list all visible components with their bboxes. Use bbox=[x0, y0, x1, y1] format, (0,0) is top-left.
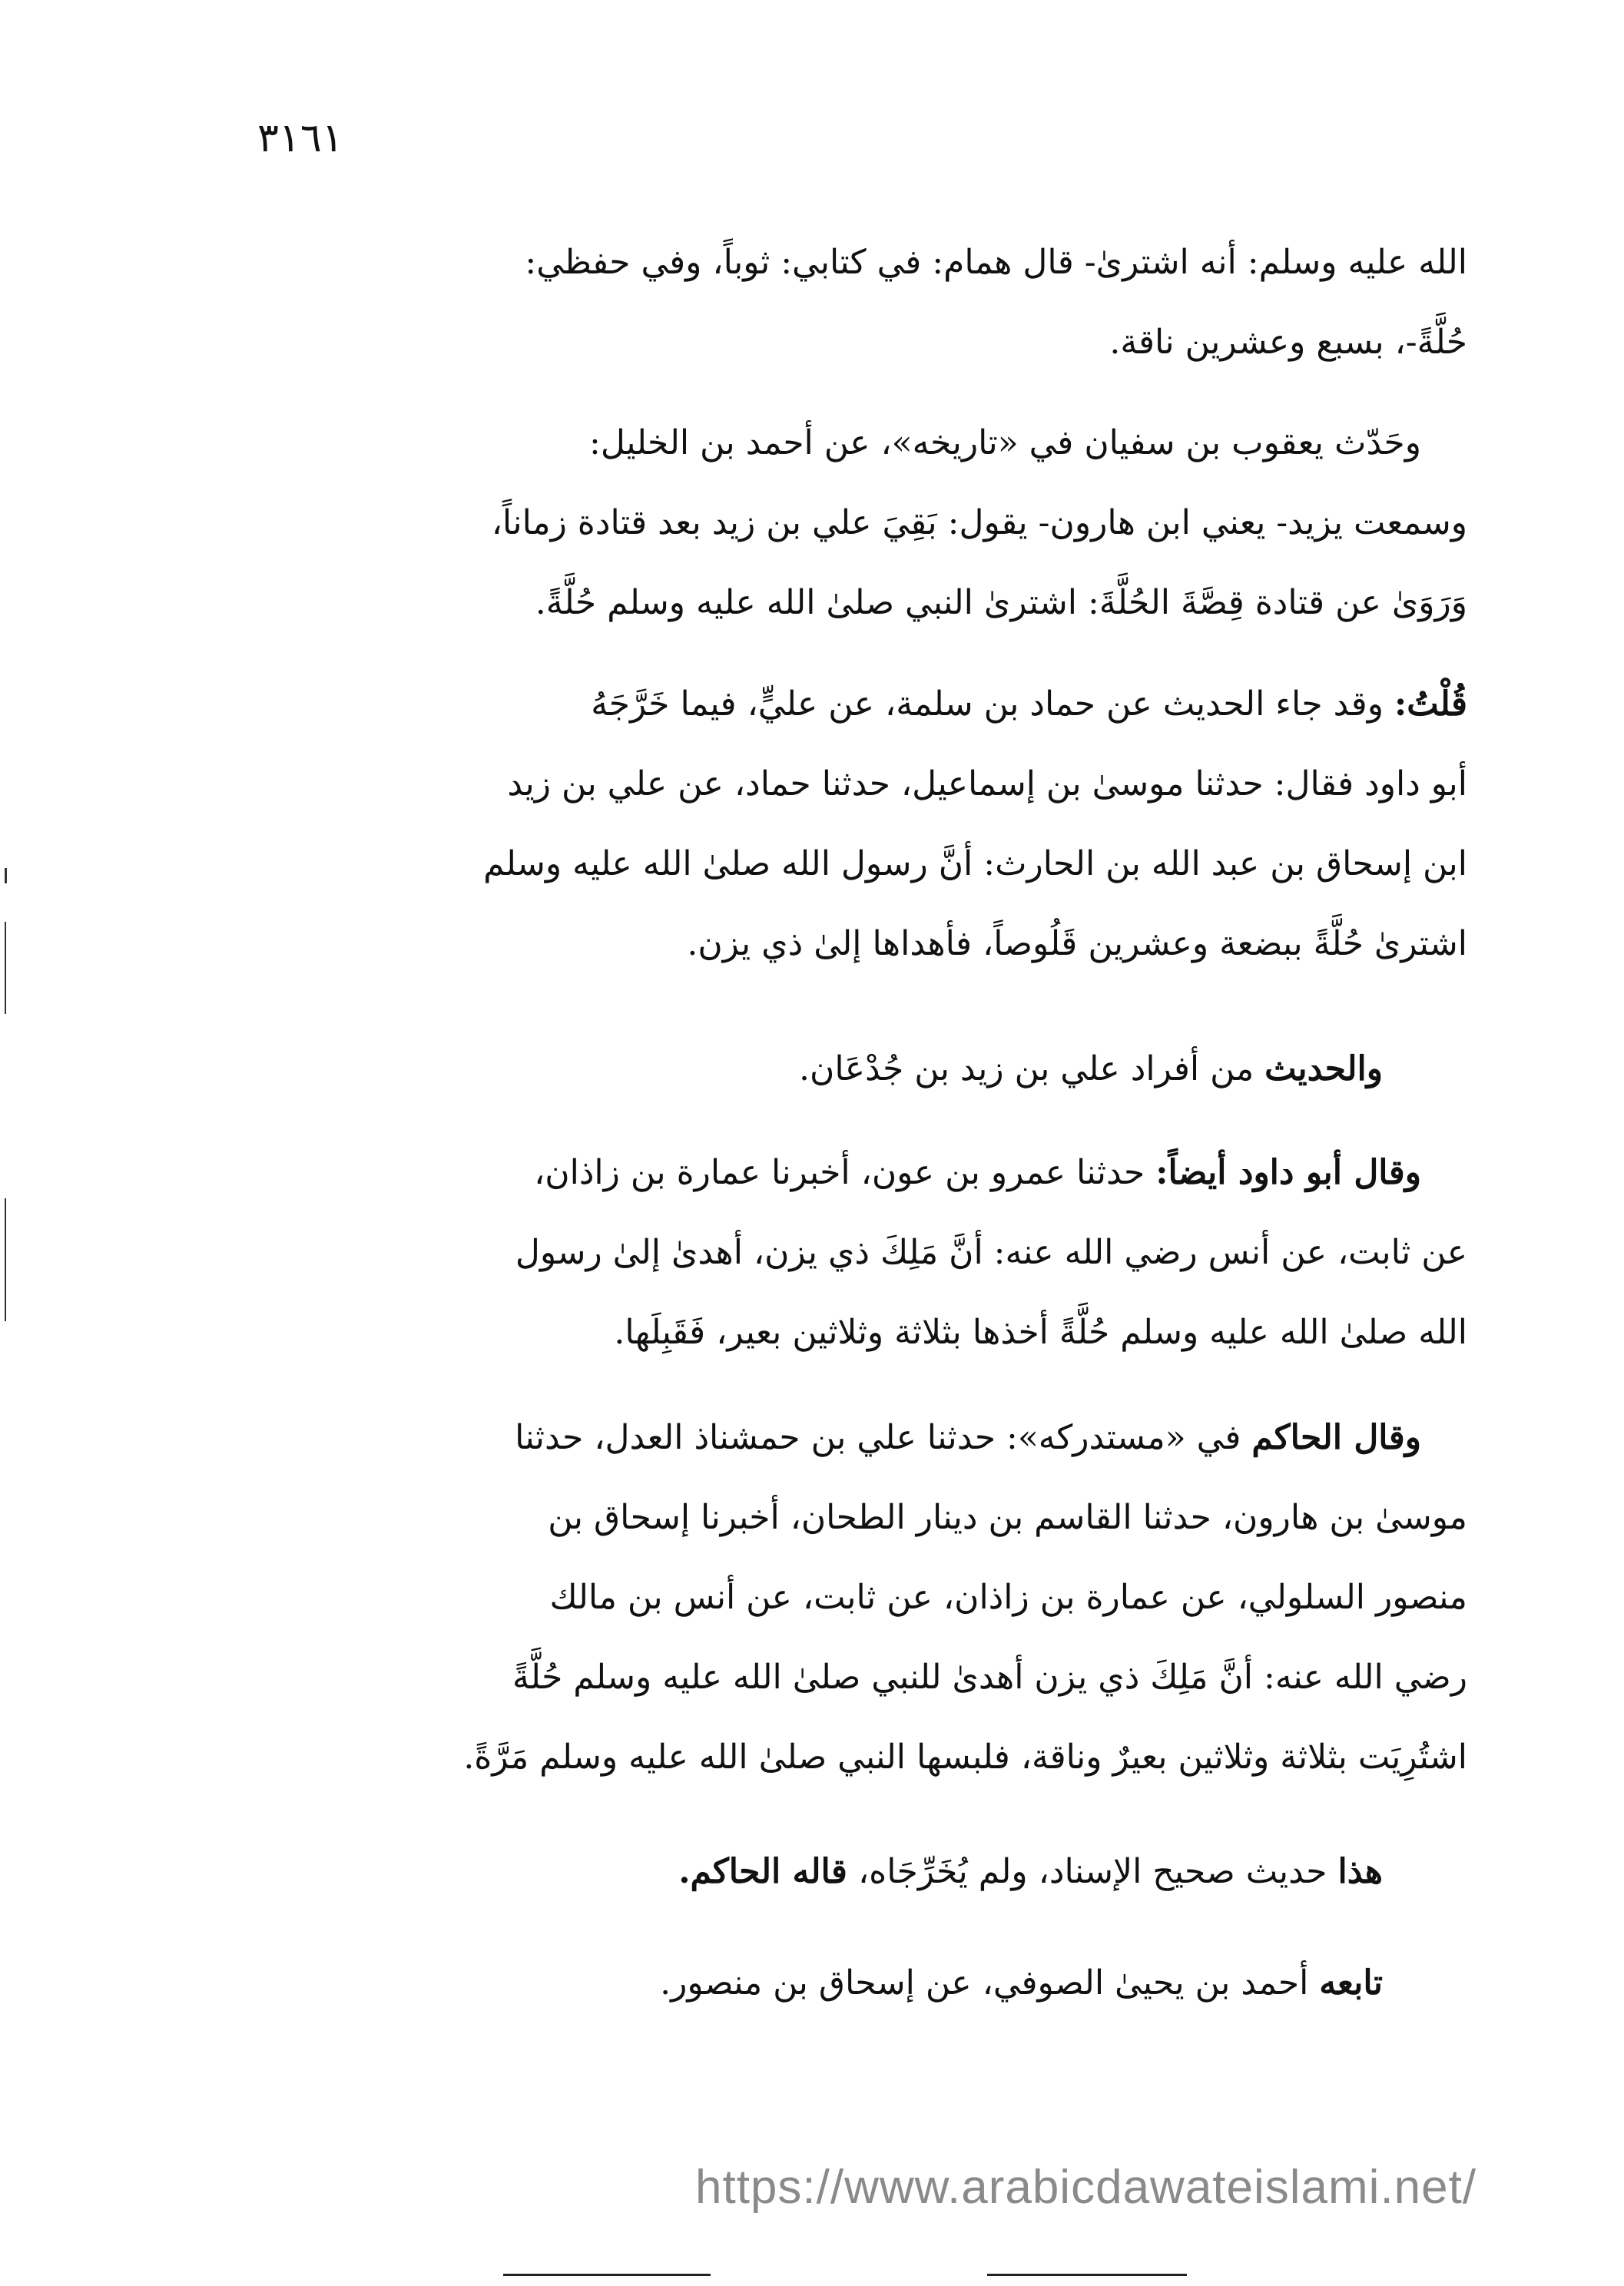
paragraph-7 bbox=[284, 1832, 1467, 1912]
paragraph-3 bbox=[284, 664, 1467, 984]
scan-margin-mark bbox=[5, 868, 7, 883]
paragraph-lead: هذا bbox=[1337, 1852, 1383, 1891]
footer-rule-right bbox=[987, 2274, 1187, 2276]
paragraph-text: وحَدّث يعقوب بن سفيان في «تاريخه»، عن أحمد بن الخليل: وسمعت يزيد- يعني ابن هارون- يقول: بَقِيَ علي بن زيد بعد قتادة زماناً، وَرَوَىٰ عن قتادة قِصَّةَ الحُلَّةَ: اشترىٰ النبي صلىٰ الله عليه وسلم حُلَّةً. bbox=[491, 423, 1467, 622]
paragraph-text: الله عليه وسلم: أنه اشترىٰ- قال همام: في كتابي: ثوباً، وفي حفظي: حُلَّةً-، بسبع وعشرين ناقة. bbox=[525, 243, 1467, 362]
paragraph-lead: وقال أبو داود أيضاً: bbox=[1155, 1153, 1421, 1192]
paragraph-lead: قُلْتُ: bbox=[1394, 684, 1467, 724]
paragraph-tail: قاله الحاكم. bbox=[678, 1852, 847, 1891]
paragraph-1 bbox=[284, 223, 1467, 383]
paragraph-text bbox=[284, 1832, 1383, 1912]
paragraph-body: أحمد بن يحيىٰ الصوفي، عن إسحاق بن منصور. bbox=[660, 1963, 1320, 2003]
paragraph-text bbox=[284, 1133, 1467, 1373]
watermark-url: https://www.arabicdawateislami.net/ bbox=[695, 2161, 1477, 2214]
paragraph-5 bbox=[284, 1133, 1467, 1373]
paragraph-body: حدثنا عمرو بن عون، أخبرنا عمارة بن زاذان، عن ثابت، عن أنس رضي الله عنه: أنَّ مَلِكَ ذي يزن، أهدىٰ إلىٰ رسول الله صلىٰ الله عليه وسلم حُلَّةً أخذها بثلاثة وثلاثين بعير، فَقَبِلَها. bbox=[515, 1153, 1467, 1352]
paragraph-text bbox=[284, 1398, 1467, 1797]
paragraph-text bbox=[284, 664, 1467, 984]
scan-margin-mark bbox=[5, 922, 6, 1014]
paragraph-body: في «مستدركه»: حدثنا علي بن حمشناذ العدل، حدثنا موسىٰ بن هارون، حدثنا القاسم بن دينار الطحان، أخبرنا إسحاق بن منصور السلولي، عن عمارة بن زاذان، عن ثابت، عن أنس بن مالك رضي الله عنه: أنَّ مَلِكَ ذي يزن أهدىٰ للنبي صلىٰ الله عليه وسلم حُلَّةً اشتُرِيَت بثلاثة وثلاثين بعيرٌ وناقة، فلبسها النبي صلىٰ الله عليه وسلم مَرَّةً. bbox=[463, 1418, 1467, 1777]
paragraph-lead: وقال الحاكم bbox=[1251, 1418, 1421, 1457]
paragraph-body: حديث صحيح الإسناد، ولم يُخَرِّجَاه، bbox=[847, 1852, 1338, 1891]
paragraph-8 bbox=[284, 1943, 1467, 2023]
footer-rule-left bbox=[503, 2274, 711, 2276]
paragraph-body: من أفراد علي بن زيد بن جُدْعَان. bbox=[799, 1049, 1265, 1088]
paragraph-text bbox=[284, 1029, 1383, 1109]
paragraph-6 bbox=[284, 1398, 1467, 1797]
paragraph-2 bbox=[284, 403, 1467, 643]
paragraph-body: وقد جاء الحديث عن حماد بن سلمة، عن عليٍّ، فيما خَرَّجَهُ أبو داود فقال: حدثنا موسىٰ بن إسماعيل، حدثنا حماد، عن علي بن زيد ابن إسحاق بن عبد الله بن الحارث: أنَّ رسول الله صلىٰ الله عليه وسلم اشترىٰ حُلَّةً ببضعة وعشرين قَلُوصاً، فأهداها إلىٰ ذي يزن. bbox=[483, 684, 1467, 963]
paragraph-4 bbox=[284, 1029, 1467, 1109]
paragraph-lead: والحديث bbox=[1264, 1049, 1383, 1088]
scan-margin-mark bbox=[5, 1198, 6, 1321]
paragraph-lead: تابعه bbox=[1319, 1963, 1383, 2003]
page-number: ٣١٦١ bbox=[257, 115, 343, 161]
paragraph-text bbox=[284, 1943, 1383, 2023]
